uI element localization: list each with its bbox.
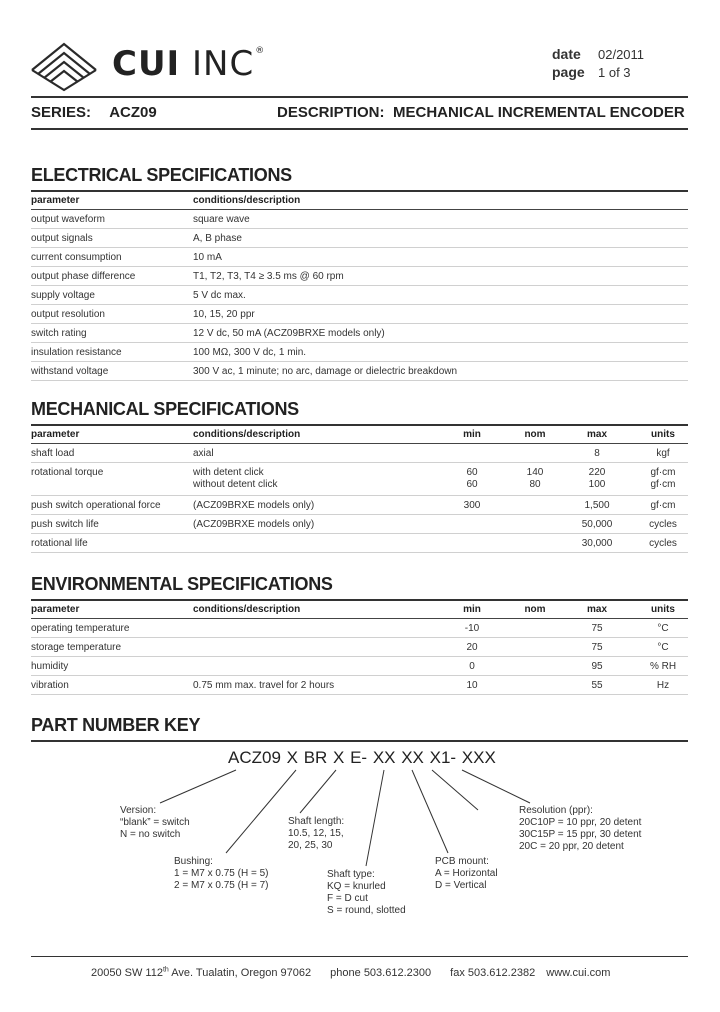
- units-cell: cycles: [638, 515, 688, 534]
- series-value: ACZ09: [109, 104, 157, 121]
- resolution-heading: Resolution (ppr):: [519, 805, 593, 816]
- header-min: min: [430, 601, 514, 619]
- leader-shaft-length: [300, 770, 336, 813]
- max-cell: 1,500: [556, 496, 638, 515]
- nom-line: 80: [529, 479, 541, 490]
- header-units: units: [638, 426, 688, 444]
- leader-shaft-type: [366, 770, 384, 866]
- min-line: 60: [466, 467, 478, 478]
- max-line: 100: [588, 479, 606, 490]
- address-street: 20050 SW 112: [91, 966, 163, 979]
- leader-resolution: [462, 770, 530, 803]
- leader-bushing: [226, 770, 296, 853]
- units-cell: °C: [638, 638, 688, 657]
- condition-cell: axial: [193, 444, 430, 463]
- footer-web-link[interactable]: www.cui.com: [546, 966, 611, 979]
- shaft-length-option: 20, 25, 30: [288, 840, 333, 851]
- min-cell: 300: [430, 496, 514, 515]
- footer-address: [91, 967, 311, 979]
- resolution-option: 20C = 20 ppr, 20 detent: [519, 841, 624, 852]
- header-parameter: parameter: [31, 192, 193, 210]
- version-option: “blank” = switch: [120, 817, 190, 828]
- header-conditions: conditions/description: [193, 192, 688, 210]
- description-label: DESCRIPTION:: [277, 104, 385, 121]
- max-cell: 95: [556, 657, 638, 676]
- max-cell: 75: [556, 619, 638, 638]
- logo-light: INC: [192, 44, 255, 84]
- param-cell: shaft load: [31, 444, 193, 463]
- min-cell: 20: [430, 638, 514, 657]
- param-cell: humidity: [31, 657, 193, 676]
- condition-cell: (ACZ09BRXE models only): [193, 496, 430, 515]
- param-cell: switch rating: [31, 324, 193, 343]
- description-value: MECHANICAL INCREMENTAL ENCODER: [393, 104, 685, 121]
- series-label: SERIES:: [31, 104, 92, 121]
- footer: [91, 966, 610, 979]
- version-heading: Version:: [120, 805, 157, 816]
- pcb-mount-heading: PCB mount:: [435, 856, 489, 867]
- units-cell: °C: [638, 619, 688, 638]
- leader-version: [160, 770, 236, 803]
- condition-cell: 10 mA: [193, 248, 688, 267]
- pcb-mount-option: D = Vertical: [435, 880, 487, 891]
- pcb-mount-option: A = Horizontal: [435, 868, 498, 879]
- electrical-title: ELECTRICAL SPECIFICATIONS: [31, 165, 292, 185]
- condition-cell: 0.75 mm max. travel for 2 hours: [193, 676, 430, 695]
- units-cell: cycles: [638, 534, 688, 553]
- shaft-length-heading: Shaft length:: [288, 816, 345, 827]
- logo-bold: CUI: [112, 44, 181, 84]
- pcb-mount-key: [435, 856, 498, 892]
- nom-line: 140: [526, 467, 544, 478]
- param-cell: output waveform: [31, 210, 193, 229]
- param-cell: push switch life: [31, 515, 193, 534]
- header-max: max: [556, 601, 638, 619]
- header-nom: nom: [514, 426, 556, 444]
- version-option: N = no switch: [120, 829, 181, 840]
- header-parameter: parameter: [31, 601, 193, 619]
- param-cell: output signals: [31, 229, 193, 248]
- bushing-option: 2 = M7 x 0.75 (H = 7): [174, 880, 269, 891]
- footer-phone: phone 503.612.2300: [330, 966, 432, 979]
- min-cell: 0: [430, 657, 514, 676]
- footer-fax: fax 503.612.2382: [450, 966, 536, 979]
- param-cell: supply voltage: [31, 286, 193, 305]
- header-parameter: parameter: [31, 426, 193, 444]
- address-city: Ave. Tualatin, Oregon 97062: [168, 966, 312, 979]
- header-nom: nom: [514, 601, 556, 619]
- param-cell: rotational torque: [31, 463, 193, 496]
- param-cell: output phase difference: [31, 267, 193, 286]
- max-line: 220: [588, 467, 606, 478]
- param-cell: current consumption: [31, 248, 193, 267]
- shaft-length-key: [288, 816, 344, 852]
- condition-cell: 12 V dc, 50 mA (ACZ09BRXE models only): [193, 324, 688, 343]
- condition-line: without detent click: [193, 479, 278, 490]
- shaft-type-key: [327, 869, 406, 917]
- max-cell: 75: [556, 638, 638, 657]
- condition-cell: A, B phase: [193, 229, 688, 248]
- shaft-length-option: 10.5, 12, 15,: [288, 828, 344, 839]
- footer-rule: [31, 956, 688, 957]
- condition-cell: 300 V ac, 1 minute; no arc, damage or dielectric breakdown: [193, 362, 688, 381]
- condition-cell: square wave: [193, 210, 688, 229]
- param-cell: output resolution: [31, 305, 193, 324]
- date-label: date: [552, 46, 581, 62]
- max-cell: 55: [556, 676, 638, 695]
- version-key: [120, 805, 190, 841]
- param-cell: operating temperature: [31, 619, 193, 638]
- address-sup: th: [162, 966, 169, 973]
- page-label: page: [552, 64, 585, 80]
- condition-cell: (ACZ09BRXE models only): [193, 515, 430, 534]
- mechanical-title: MECHANICAL SPECIFICATIONS: [31, 399, 299, 419]
- bushing-key: [174, 856, 269, 892]
- min-cell: -10: [430, 619, 514, 638]
- shaft-type-heading: Shaft type:: [327, 869, 375, 880]
- param-cell: insulation resistance: [31, 343, 193, 362]
- min-line: 60: [466, 479, 478, 490]
- resolution-option: 30C15P = 15 ppr, 30 detent: [519, 829, 642, 840]
- condition-cell: 5 V dc max.: [193, 286, 688, 305]
- leader-pcb-mount-2: [432, 770, 478, 810]
- page-value: 1 of 3: [598, 65, 631, 80]
- max-cell: 8: [556, 444, 638, 463]
- condition-cell: 100 MΩ, 300 V dc, 1 min.: [193, 343, 688, 362]
- bushing-option: 1 = M7 x 0.75 (H = 5): [174, 868, 269, 879]
- param-cell: vibration: [31, 676, 193, 695]
- resolution-option: 20C10P = 10 ppr, 20 detent: [519, 817, 642, 828]
- registered-mark: ®: [255, 46, 266, 56]
- shaft-type-option: F = D cut: [327, 893, 368, 904]
- units-line: gf·cm: [650, 479, 676, 490]
- header-units: units: [638, 601, 688, 619]
- param-cell: storage temperature: [31, 638, 193, 657]
- date-value: 02/2011: [598, 47, 645, 62]
- units-cell: kgf: [638, 444, 688, 463]
- units-line: gf·cm: [650, 467, 676, 478]
- leader-pcb-mount: [412, 770, 448, 853]
- header-conditions: conditions/description: [193, 601, 430, 619]
- shaft-type-option: KQ = knurled: [327, 881, 386, 892]
- units-cell: Hz: [638, 676, 688, 695]
- header-min: min: [430, 426, 514, 444]
- condition-cell: 10, 15, 20 ppr: [193, 305, 688, 324]
- part-number-title: PART NUMBER KEY: [31, 715, 201, 735]
- resolution-key: [519, 805, 641, 853]
- bushing-heading: Bushing:: [174, 856, 213, 867]
- condition-line: with detent click: [193, 467, 264, 478]
- header-max: max: [556, 426, 638, 444]
- param-cell: push switch operational force: [31, 496, 193, 515]
- part-number-code: ACZ09 X BR X E- XX XX X1- XXX: [228, 748, 496, 767]
- max-cell: 50,000: [556, 515, 638, 534]
- condition-cell: T1, T2, T3, T4 ≥ 3.5 ms @ 60 rpm: [193, 267, 688, 286]
- shaft-type-option: S = round, slotted: [327, 905, 406, 916]
- environmental-title: ENVIRONMENTAL SPECIFICATIONS: [31, 574, 333, 594]
- units-cell: % RH: [638, 657, 688, 676]
- header-conditions: conditions/description: [193, 426, 430, 444]
- param-cell: rotational life: [31, 534, 193, 553]
- min-cell: 10: [430, 676, 514, 695]
- max-cell: 30,000: [556, 534, 638, 553]
- param-cell: withstand voltage: [31, 362, 193, 381]
- units-cell: gf·cm: [638, 496, 688, 515]
